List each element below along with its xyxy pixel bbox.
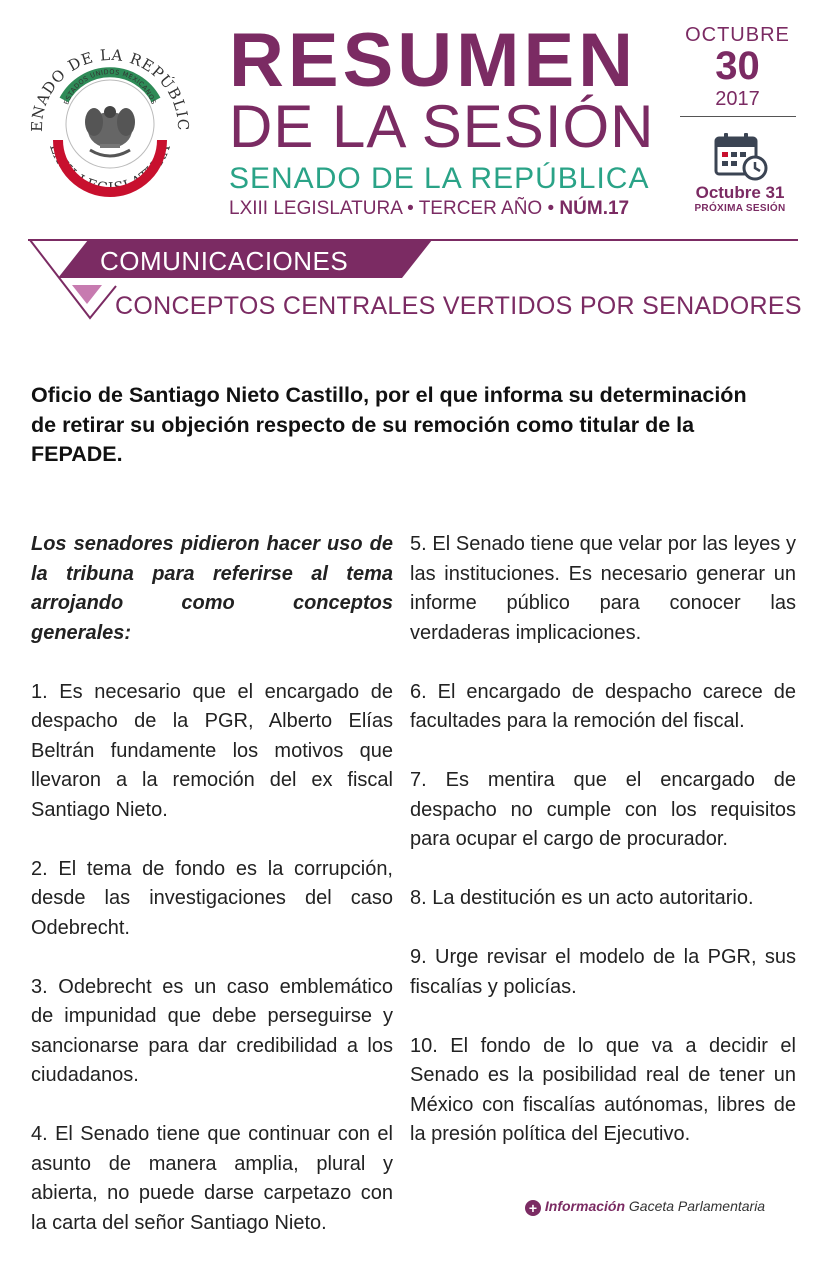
issue-number: NÚM.17 [559, 198, 630, 219]
footer-label: Información [544, 1198, 626, 1214]
point-item: 6. El encargado de despacho carece de facultades para la remoción del fiscal. [410, 680, 796, 732]
title-senado: SENADO DE LA REPÚBLICA [229, 162, 650, 195]
section-subtitle: CONCEPTOS CENTRALES VERTIDOS POR SENADORES [115, 292, 802, 320]
section-title: COMUNICACIONES [100, 246, 349, 276]
point-item: 9. Urge revisar el modelo de la PGR, sus fiscalías y policías. [410, 946, 796, 998]
date-year: 2017 [715, 88, 760, 110]
footer-source [525, 1198, 800, 1216]
plus-circle-icon: + [525, 1200, 541, 1216]
point-item: 10. El fondo de lo que va a decidir el Senado es la posibilidad real de tener un México con fiscalías autónomas, libres de la presión política del Ejecutivo. [410, 1034, 796, 1145]
date-month: OCTUBRE [685, 24, 790, 46]
point-item: 1. Es necesario que el encargado de despacho de la PGR, Alberto Elías Beltrán fundamente los motivos que llevaron a la remoción del ex fiscal Santiago Nieto. [31, 680, 393, 821]
date-day: 30 [715, 44, 760, 88]
point-item: 5. El Senado tiene que velar por las leyes y las instituciones. Es necesario generar un informe público para conocer las verdaderas implicaciones. [410, 533, 796, 644]
date-divider [680, 116, 796, 117]
point-item: 2. El tema de fondo es la corrupción, desde las investigaciones del caso Odebrecht. [31, 857, 393, 939]
title-de-la-sesion: DE LA SESIÓN [229, 93, 655, 160]
point-item: 8. La destitución es un acto autoritario. [410, 887, 754, 909]
point-item: 7. Es mentira que el encargado de despacho no cumple con los requisitos para ocupar el cargo de procurador. [410, 769, 796, 850]
next-session-date: Octubre 31 [695, 183, 785, 202]
point-item: 4. El Senado tiene que continuar con el asunto de manera amplia, plural y abierta, no puede darse carpetazo con la carta del señor Santiago Nieto. [31, 1123, 393, 1234]
title-resumen: RESUMEN [229, 18, 638, 103]
seal-top-text: ENADO DE LA REPÚBLIC [27, 45, 193, 133]
footer-source-text: Gaceta Parlamentaria [628, 1198, 766, 1214]
legislature-text: LXIII LEGISLATURA • TERCER AÑO • [229, 198, 560, 219]
senate-seal-logo [24, 36, 196, 208]
seal-bottom-text: LXIII LEGISLATURA [45, 141, 175, 197]
left-column [31, 530, 393, 1268]
point-item: 3. Odebrecht es un caso emblemático de impunidad que debe perseguirse y sancionarse para dar credibilidad a los ciudadanos. [31, 975, 393, 1086]
seal-inner-text: ESTADOS UNIDOS MEXICANOS [62, 67, 158, 106]
legislature-line [229, 196, 674, 222]
next-session-label: PRÓXIMA SESIÓN [694, 203, 786, 214]
intro-paragraph: Los senadores pidieron hacer uso de la tribuna para referirse al tema arrojando como conceptos generales: [31, 533, 393, 644]
right-column [410, 530, 796, 1179]
calendar-clock-icon [713, 130, 769, 184]
headline: Oficio de Santiago Nieto Castillo, por el que informa su determinación de retirar su objeción respecto de su remoción como titular de la FEPADE. [31, 383, 747, 466]
